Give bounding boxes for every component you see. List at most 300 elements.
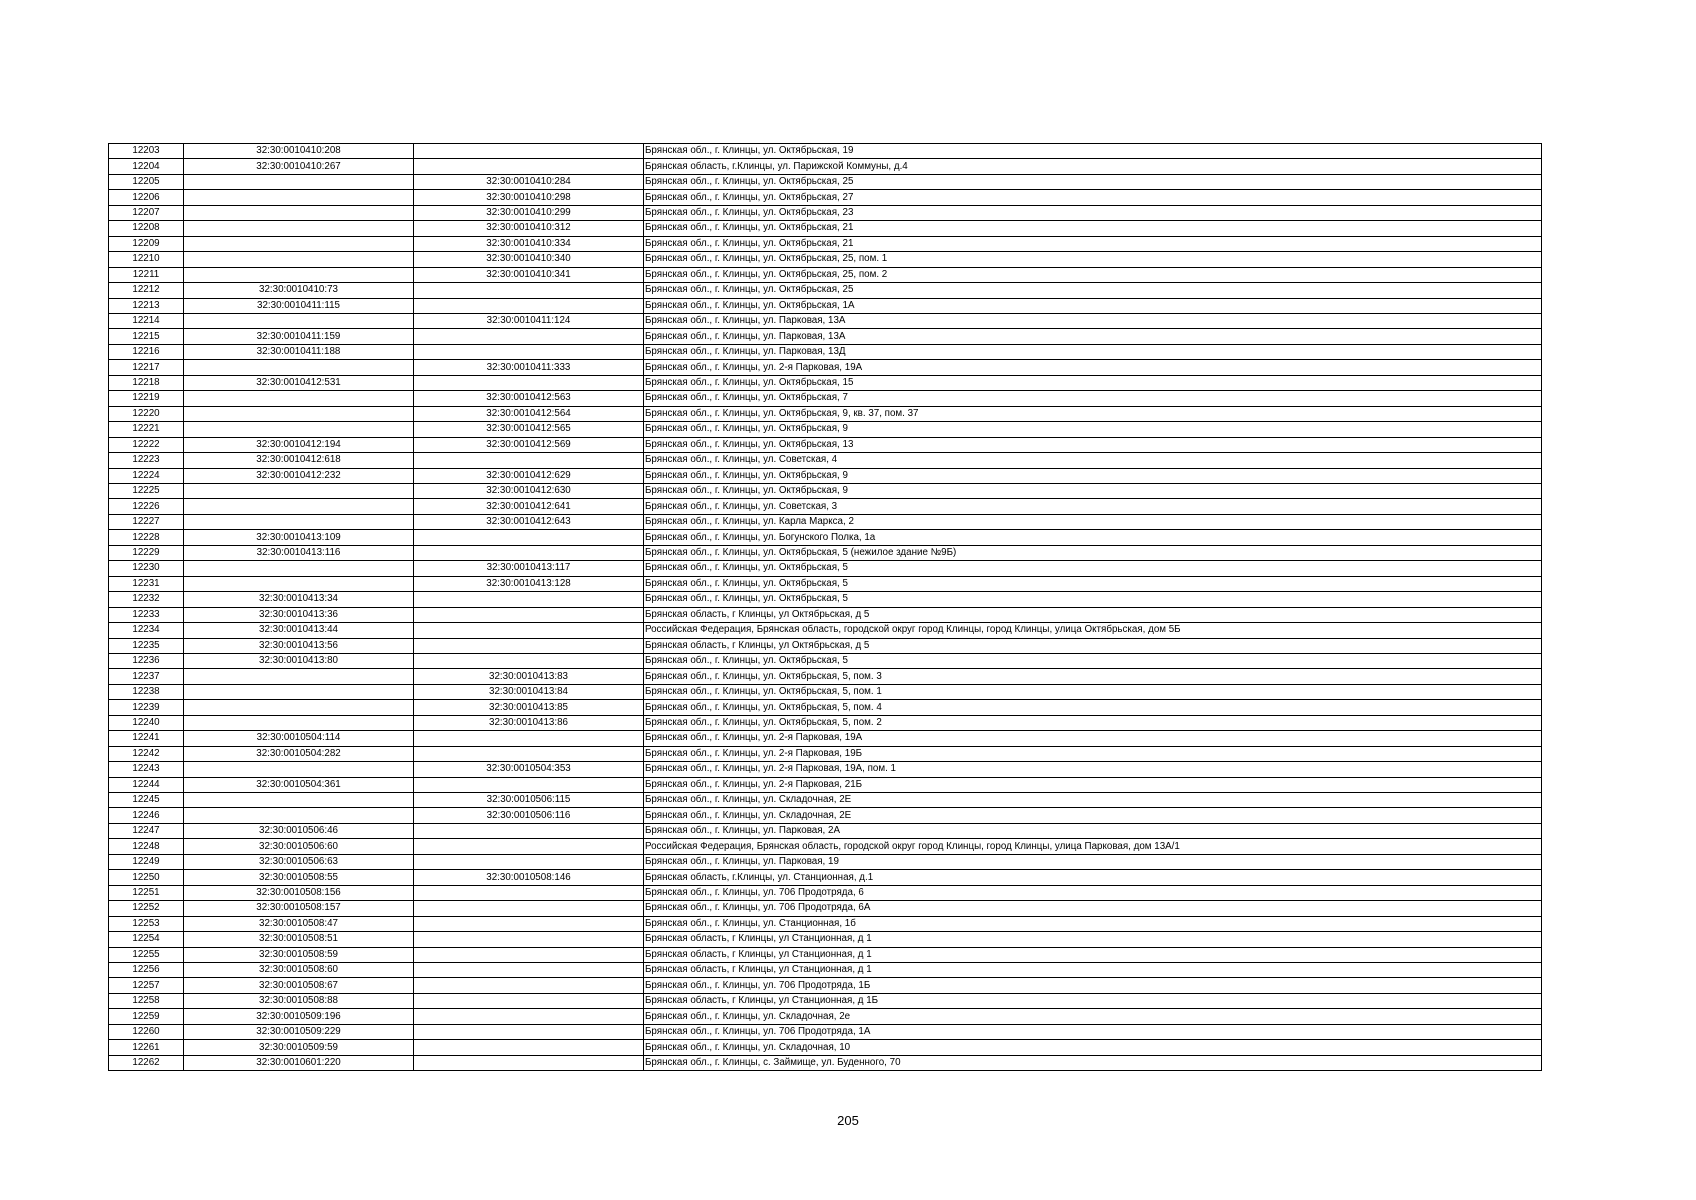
parcel-number-cell: 32:30:0010412:564 [414, 406, 644, 421]
parcel-number-cell [414, 653, 644, 668]
address-cell: Брянская обл., г. Клинцы, ул. Октябрьская, 5, пом. 3 [644, 669, 1542, 684]
cadastral-number-cell: 32:30:0010508:67 [184, 978, 414, 993]
table-row [109, 329, 1542, 344]
address-cell: Брянская обл., г. Клинцы, ул. Октябрьская, 5 [644, 592, 1542, 607]
parcel-number-cell [414, 885, 644, 900]
row-number-cell: 12234 [109, 623, 184, 638]
table-row [109, 947, 1542, 962]
cadastral-number-cell: 32:30:0010508:47 [184, 916, 414, 931]
parcel-number-cell: 32:30:0010410:299 [414, 205, 644, 220]
parcel-number-cell [414, 144, 644, 159]
table-row [109, 916, 1542, 931]
address-cell: Брянская область, г Клинцы, ул Станционная, д 1Б [644, 993, 1542, 1008]
registry-table [108, 143, 1542, 1071]
address-cell: Брянская обл., г. Клинцы, ул. Складочная, 2Е [644, 793, 1542, 808]
cadastral-number-cell: 32:30:0010508:51 [184, 932, 414, 947]
cadastral-number-cell: 32:30:0010508:156 [184, 885, 414, 900]
row-number-cell: 12242 [109, 746, 184, 761]
row-number-cell: 12204 [109, 159, 184, 174]
table-row [109, 870, 1542, 885]
address-cell: Брянская обл., г. Клинцы, ул. Складочная, 2Е [644, 808, 1542, 823]
cadastral-number-cell: 32:30:0010508:60 [184, 963, 414, 978]
row-number-cell: 12231 [109, 576, 184, 591]
parcel-number-cell: 32:30:0010413:86 [414, 715, 644, 730]
address-cell: Российская Федерация, Брянская область, городской округ город Клинцы, город Клинцы, улица Октябрьская, дом 5Б [644, 623, 1542, 638]
row-number-cell: 12259 [109, 1009, 184, 1024]
parcel-number-cell [414, 545, 644, 560]
address-cell: Брянская обл., г. Клинцы, ул. 706 Продотряда, 6 [644, 885, 1542, 900]
row-number-cell: 12232 [109, 592, 184, 607]
parcel-number-cell: 32:30:0010508:146 [414, 870, 644, 885]
table-row [109, 561, 1542, 576]
parcel-number-cell [414, 777, 644, 792]
address-cell: Брянская обл., г. Клинцы, ул. Октябрьская, 5 [644, 561, 1542, 576]
table-row [109, 391, 1542, 406]
row-number-cell: 12240 [109, 715, 184, 730]
address-cell: Брянская обл., г. Клинцы, ул. Октябрьская, 21 [644, 221, 1542, 236]
cadastral-number-cell [184, 406, 414, 421]
row-number-cell: 12213 [109, 298, 184, 313]
table-row [109, 530, 1542, 545]
cadastral-number-cell: 32:30:0010413:109 [184, 530, 414, 545]
table-row [109, 375, 1542, 390]
table-row [109, 715, 1542, 730]
table-row [109, 993, 1542, 1008]
cadastral-number-cell [184, 483, 414, 498]
row-number-cell: 12229 [109, 545, 184, 560]
cadastral-number-cell: 32:30:0010411:188 [184, 344, 414, 359]
table-row [109, 623, 1542, 638]
address-cell: Брянская обл., г. Клинцы, ул. Парковая, 13А [644, 329, 1542, 344]
address-cell: Брянская обл., г. Клинцы, ул. Октябрьская, 13 [644, 437, 1542, 452]
row-number-cell: 12208 [109, 221, 184, 236]
parcel-number-cell [414, 298, 644, 313]
parcel-number-cell [414, 963, 644, 978]
parcel-number-cell [414, 978, 644, 993]
row-number-cell: 12253 [109, 916, 184, 931]
cadastral-number-cell [184, 576, 414, 591]
table-row [109, 963, 1542, 978]
parcel-number-cell: 32:30:0010413:85 [414, 700, 644, 715]
row-number-cell: 12237 [109, 669, 184, 684]
parcel-number-cell: 32:30:0010413:117 [414, 561, 644, 576]
cadastral-number-cell: 32:30:0010413:44 [184, 623, 414, 638]
parcel-number-cell: 32:30:0010410:340 [414, 252, 644, 267]
table-row [109, 932, 1542, 947]
cadastral-number-cell [184, 762, 414, 777]
address-cell: Брянская обл., г. Клинцы, ул. Октябрьская, 5, пом. 4 [644, 700, 1542, 715]
row-number-cell: 12226 [109, 499, 184, 514]
table-row [109, 159, 1542, 174]
cadastral-number-cell: 32:30:0010506:63 [184, 854, 414, 869]
cadastral-number-cell [184, 561, 414, 576]
row-number-cell: 12245 [109, 793, 184, 808]
table-row [109, 221, 1542, 236]
table-row [109, 576, 1542, 591]
row-number-cell: 12220 [109, 406, 184, 421]
table-row [109, 190, 1542, 205]
row-number-cell: 12219 [109, 391, 184, 406]
parcel-number-cell [414, 916, 644, 931]
parcel-number-cell: 32:30:0010410:312 [414, 221, 644, 236]
registry-table-body [109, 144, 1542, 1071]
table-row [109, 684, 1542, 699]
address-cell: Брянская обл., г. Клинцы, ул. Советская, 3 [644, 499, 1542, 514]
row-number-cell: 12248 [109, 839, 184, 854]
cadastral-number-cell: 32:30:0010411:115 [184, 298, 414, 313]
table-row [109, 700, 1542, 715]
cadastral-number-cell [184, 715, 414, 730]
parcel-number-cell: 32:30:0010412:563 [414, 391, 644, 406]
cadastral-number-cell: 32:30:0010509:59 [184, 1040, 414, 1055]
parcel-number-cell [414, 623, 644, 638]
address-cell: Брянская обл., г. Клинцы, ул. Октябрьская, 27 [644, 190, 1542, 205]
cadastral-number-cell [184, 221, 414, 236]
table-row [109, 777, 1542, 792]
address-cell: Брянская обл., г. Клинцы, ул. Октябрьская, 25, пом. 1 [644, 252, 1542, 267]
address-cell: Брянская обл., г. Клинцы, ул. Октябрьская, 25, пом. 2 [644, 267, 1542, 282]
table-row [109, 607, 1542, 622]
parcel-number-cell [414, 344, 644, 359]
row-number-cell: 12238 [109, 684, 184, 699]
table-row [109, 901, 1542, 916]
cadastral-number-cell [184, 422, 414, 437]
cadastral-number-cell: 32:30:0010504:114 [184, 731, 414, 746]
page-number: 205 [837, 1113, 859, 1128]
row-number-cell: 12258 [109, 993, 184, 1008]
address-cell: Брянская обл., г. Клинцы, ул. Октябрьская, 9 [644, 468, 1542, 483]
row-number-cell: 12209 [109, 236, 184, 251]
parcel-number-cell [414, 329, 644, 344]
address-cell: Брянская обл., г. Клинцы, ул. Октябрьская, 9 [644, 483, 1542, 498]
table-row [109, 468, 1542, 483]
table-row [109, 422, 1542, 437]
cadastral-number-cell: 32:30:0010508:55 [184, 870, 414, 885]
row-number-cell: 12217 [109, 360, 184, 375]
row-number-cell: 12235 [109, 638, 184, 653]
row-number-cell: 12223 [109, 453, 184, 468]
parcel-number-cell: 32:30:0010412:643 [414, 514, 644, 529]
address-cell: Брянская область, г.Клинцы, ул. Станционная, д.1 [644, 870, 1542, 885]
row-number-cell: 12262 [109, 1055, 184, 1070]
table-row [109, 514, 1542, 529]
table-row [109, 653, 1542, 668]
row-number-cell: 12210 [109, 252, 184, 267]
address-cell: Брянская обл., г. Клинцы, ул. Советская, 4 [644, 453, 1542, 468]
parcel-number-cell [414, 1009, 644, 1024]
parcel-number-cell [414, 607, 644, 622]
parcel-number-cell: 32:30:0010412:565 [414, 422, 644, 437]
row-number-cell: 12243 [109, 762, 184, 777]
table-row [109, 437, 1542, 452]
address-cell: Брянская обл., г. Клинцы, ул. Октябрьская, 23 [644, 205, 1542, 220]
row-number-cell: 12257 [109, 978, 184, 993]
cadastral-number-cell: 32:30:0010413:36 [184, 607, 414, 622]
address-cell: Брянская обл., г. Клинцы, ул. Октябрьская, 25 [644, 283, 1542, 298]
cadastral-number-cell: 32:30:0010601:220 [184, 1055, 414, 1070]
address-cell: Брянская обл., г. Клинцы, ул. Парковая, 19 [644, 854, 1542, 869]
row-number-cell: 12218 [109, 375, 184, 390]
address-cell: Брянская область, г.Клинцы, ул. Парижской Коммуны, д.4 [644, 159, 1542, 174]
address-cell: Брянская обл., г. Клинцы, ул. Октябрьская, 9, кв. 37, пом. 37 [644, 406, 1542, 421]
parcel-number-cell: 32:30:0010506:116 [414, 808, 644, 823]
address-cell: Брянская обл., г. Клинцы, ул. Октябрьская, 7 [644, 391, 1542, 406]
parcel-number-cell [414, 283, 644, 298]
address-cell: Брянская обл., г. Клинцы, ул. Октябрьская, 15 [644, 375, 1542, 390]
parcel-number-cell [414, 731, 644, 746]
parcel-number-cell [414, 839, 644, 854]
row-number-cell: 12244 [109, 777, 184, 792]
address-cell: Брянская обл., г. Клинцы, ул. Октябрьская, 5, пом. 2 [644, 715, 1542, 730]
table-row [109, 731, 1542, 746]
parcel-number-cell: 32:30:0010413:128 [414, 576, 644, 591]
cadastral-number-cell: 32:30:0010509:196 [184, 1009, 414, 1024]
parcel-number-cell: 32:30:0010410:334 [414, 236, 644, 251]
cadastral-number-cell [184, 252, 414, 267]
cadastral-number-cell [184, 313, 414, 328]
row-number-cell: 12252 [109, 901, 184, 916]
parcel-number-cell: 32:30:0010410:284 [414, 174, 644, 189]
row-number-cell: 12205 [109, 174, 184, 189]
table-row [109, 592, 1542, 607]
table-row [109, 746, 1542, 761]
address-cell: Брянская область, г Клинцы, ул Станционная, д 1 [644, 963, 1542, 978]
cadastral-number-cell [184, 205, 414, 220]
address-cell: Брянская обл., г. Клинцы, ул. 2-я Парковая, 19А [644, 360, 1542, 375]
row-number-cell: 12249 [109, 854, 184, 869]
cadastral-number-cell [184, 684, 414, 699]
address-cell: Брянская обл., г. Клинцы, ул. Станционная, 1б [644, 916, 1542, 931]
cadastral-number-cell: 32:30:0010506:46 [184, 823, 414, 838]
address-cell: Российская Федерация, Брянская область, городской округ город Клинцы, город Клинцы, улица Парковая, дом 13А/1 [644, 839, 1542, 854]
table-row [109, 283, 1542, 298]
table-row [109, 453, 1542, 468]
row-number-cell: 12224 [109, 468, 184, 483]
cadastral-number-cell: 32:30:0010506:60 [184, 839, 414, 854]
address-cell: Брянская обл., г. Клинцы, с. Займище, ул. Буденного, 70 [644, 1055, 1542, 1070]
table-row [109, 808, 1542, 823]
table-row [109, 267, 1542, 282]
row-number-cell: 12221 [109, 422, 184, 437]
address-cell: Брянская обл., г. Клинцы, ул. Октябрьская, 5 [644, 653, 1542, 668]
address-cell: Брянская обл., г. Клинцы, ул. 2-я Парковая, 19А [644, 731, 1542, 746]
cadastral-number-cell: 32:30:0010413:116 [184, 545, 414, 560]
parcel-number-cell [414, 375, 644, 390]
row-number-cell: 12230 [109, 561, 184, 576]
row-number-cell: 12239 [109, 700, 184, 715]
cadastral-number-cell: 32:30:0010509:229 [184, 1024, 414, 1039]
address-cell: Брянская обл., г. Клинцы, ул. Парковая, 13А [644, 313, 1542, 328]
table-row [109, 638, 1542, 653]
address-cell: Брянская обл., г. Клинцы, ул. Октябрьская, 5 (нежилое здание №9Б) [644, 545, 1542, 560]
cadastral-number-cell: 32:30:0010412:531 [184, 375, 414, 390]
table-row [109, 793, 1542, 808]
cadastral-number-cell [184, 793, 414, 808]
address-cell: Брянская обл., г. Клинцы, ул. 2-я Парковая, 19Б [644, 746, 1542, 761]
row-number-cell: 12212 [109, 283, 184, 298]
parcel-number-cell [414, 1040, 644, 1055]
row-number-cell: 12207 [109, 205, 184, 220]
parcel-number-cell: 32:30:0010410:341 [414, 267, 644, 282]
cadastral-number-cell: 32:30:0010413:56 [184, 638, 414, 653]
cadastral-number-cell: 32:30:0010413:34 [184, 592, 414, 607]
address-cell: Брянская обл., г. Клинцы, ул. Парковая, 2А [644, 823, 1542, 838]
parcel-number-cell [414, 947, 644, 962]
address-cell: Брянская обл., г. Клинцы, ул. 706 Продотряда, 1А [644, 1024, 1542, 1039]
table-row [109, 360, 1542, 375]
table-row [109, 313, 1542, 328]
parcel-number-cell: 32:30:0010413:84 [414, 684, 644, 699]
cadastral-number-cell: 32:30:0010412:194 [184, 437, 414, 452]
row-number-cell: 12241 [109, 731, 184, 746]
row-number-cell: 12225 [109, 483, 184, 498]
table-row [109, 236, 1542, 251]
parcel-number-cell [414, 1024, 644, 1039]
row-number-cell: 12261 [109, 1040, 184, 1055]
address-cell: Брянская обл., г. Клинцы, ул. 2-я Парковая, 19А, пом. 1 [644, 762, 1542, 777]
address-cell: Брянская обл., г. Клинцы, ул. Октябрьская, 25 [644, 174, 1542, 189]
row-number-cell: 12250 [109, 870, 184, 885]
table-row [109, 1009, 1542, 1024]
table-row [109, 1040, 1542, 1055]
address-cell: Брянская область, г Клинцы, ул Станционная, д 1 [644, 932, 1542, 947]
address-cell: Брянская обл., г. Клинцы, ул. Складочная, 10 [644, 1040, 1542, 1055]
cadastral-number-cell: 32:30:0010412:232 [184, 468, 414, 483]
parcel-number-cell [414, 932, 644, 947]
table-row [109, 1055, 1542, 1070]
cadastral-number-cell: 32:30:0010508:59 [184, 947, 414, 962]
table-row [109, 839, 1542, 854]
row-number-cell: 12211 [109, 267, 184, 282]
parcel-number-cell [414, 453, 644, 468]
table-row [109, 252, 1542, 267]
parcel-number-cell [414, 1055, 644, 1070]
parcel-number-cell [414, 854, 644, 869]
address-cell: Брянская обл., г. Клинцы, ул. Октябрьская, 9 [644, 422, 1542, 437]
table-row [109, 298, 1542, 313]
row-number-cell: 12246 [109, 808, 184, 823]
parcel-number-cell [414, 993, 644, 1008]
address-cell: Брянская область, г Клинцы, ул Октябрьская, д 5 [644, 638, 1542, 653]
address-cell: Брянская обл., г. Клинцы, ул. Октябрьская, 1А [644, 298, 1542, 313]
cadastral-number-cell [184, 360, 414, 375]
address-cell: Брянская обл., г. Клинцы, ул. Парковая, 13Д [644, 344, 1542, 359]
table-row [109, 978, 1542, 993]
cadastral-number-cell [184, 499, 414, 514]
table-row [109, 823, 1542, 838]
parcel-number-cell: 32:30:0010412:629 [414, 468, 644, 483]
row-number-cell: 12260 [109, 1024, 184, 1039]
address-cell: Брянская обл., г. Клинцы, ул. Богунского Полка, 1а [644, 530, 1542, 545]
cadastral-number-cell [184, 808, 414, 823]
table-row [109, 174, 1542, 189]
cadastral-number-cell: 32:30:0010413:80 [184, 653, 414, 668]
cadastral-number-cell: 32:30:0010412:618 [184, 453, 414, 468]
cadastral-number-cell: 32:30:0010504:282 [184, 746, 414, 761]
cadastral-number-cell [184, 267, 414, 282]
parcel-number-cell: 32:30:0010504:353 [414, 762, 644, 777]
parcel-number-cell [414, 592, 644, 607]
cadastral-number-cell: 32:30:0010504:361 [184, 777, 414, 792]
address-cell: Брянская обл., г. Клинцы, ул. Октябрьская, 5, пом. 1 [644, 684, 1542, 699]
table-row [109, 344, 1542, 359]
table-row [109, 545, 1542, 560]
table-row [109, 406, 1542, 421]
cadastral-number-cell: 32:30:0010508:88 [184, 993, 414, 1008]
cadastral-number-cell [184, 700, 414, 715]
table-row [109, 669, 1542, 684]
row-number-cell: 12233 [109, 607, 184, 622]
row-number-cell: 12254 [109, 932, 184, 947]
cadastral-number-cell [184, 514, 414, 529]
address-cell: Брянская область, г Клинцы, ул Станционная, д 1 [644, 947, 1542, 962]
table-row [109, 499, 1542, 514]
parcel-number-cell: 32:30:0010412:569 [414, 437, 644, 452]
row-number-cell: 12228 [109, 530, 184, 545]
row-number-cell: 12203 [109, 144, 184, 159]
cadastral-number-cell: 32:30:0010411:159 [184, 329, 414, 344]
row-number-cell: 12222 [109, 437, 184, 452]
cadastral-number-cell [184, 190, 414, 205]
parcel-number-cell [414, 638, 644, 653]
row-number-cell: 12215 [109, 329, 184, 344]
address-cell: Брянская обл., г. Клинцы, ул. Октябрьская, 19 [644, 144, 1542, 159]
parcel-number-cell: 32:30:0010412:641 [414, 499, 644, 514]
cadastral-number-cell [184, 236, 414, 251]
parcel-number-cell: 32:30:0010411:333 [414, 360, 644, 375]
cadastral-number-cell [184, 174, 414, 189]
parcel-number-cell [414, 159, 644, 174]
row-number-cell: 12247 [109, 823, 184, 838]
address-cell: Брянская обл., г. Клинцы, ул. 706 Продотряда, 1Б [644, 978, 1542, 993]
cadastral-number-cell: 32:30:0010410:267 [184, 159, 414, 174]
row-number-cell: 12256 [109, 963, 184, 978]
address-cell: Брянская обл., г. Клинцы, ул. 706 Продотряда, 6А [644, 901, 1542, 916]
row-number-cell: 12227 [109, 514, 184, 529]
table-row [109, 885, 1542, 900]
cadastral-number-cell [184, 669, 414, 684]
table-row [109, 762, 1542, 777]
table-row [109, 854, 1542, 869]
parcel-number-cell: 32:30:0010413:83 [414, 669, 644, 684]
parcel-number-cell: 32:30:0010411:124 [414, 313, 644, 328]
parcel-number-cell [414, 746, 644, 761]
row-number-cell: 12236 [109, 653, 184, 668]
cadastral-number-cell [184, 391, 414, 406]
parcel-number-cell: 32:30:0010506:115 [414, 793, 644, 808]
row-number-cell: 12251 [109, 885, 184, 900]
row-number-cell: 12206 [109, 190, 184, 205]
table-row [109, 205, 1542, 220]
table-row [109, 483, 1542, 498]
address-cell: Брянская обл., г. Клинцы, ул. Октябрьская, 5 [644, 576, 1542, 591]
row-number-cell: 12214 [109, 313, 184, 328]
address-cell: Брянская обл., г. Клинцы, ул. Октябрьская, 21 [644, 236, 1542, 251]
row-number-cell: 12255 [109, 947, 184, 962]
table-row [109, 1024, 1542, 1039]
cadastral-number-cell: 32:30:0010508:157 [184, 901, 414, 916]
row-number-cell: 12216 [109, 344, 184, 359]
address-cell: Брянская область, г Клинцы, ул Октябрьская, д 5 [644, 607, 1542, 622]
address-cell: Брянская обл., г. Клинцы, ул. Карла Маркса, 2 [644, 514, 1542, 529]
parcel-number-cell [414, 823, 644, 838]
address-cell: Брянская обл., г. Клинцы, ул. 2-я Парковая, 21Б [644, 777, 1542, 792]
cadastral-number-cell: 32:30:0010410:208 [184, 144, 414, 159]
parcel-number-cell [414, 530, 644, 545]
parcel-number-cell: 32:30:0010410:298 [414, 190, 644, 205]
parcel-number-cell: 32:30:0010412:630 [414, 483, 644, 498]
table-row [109, 144, 1542, 159]
